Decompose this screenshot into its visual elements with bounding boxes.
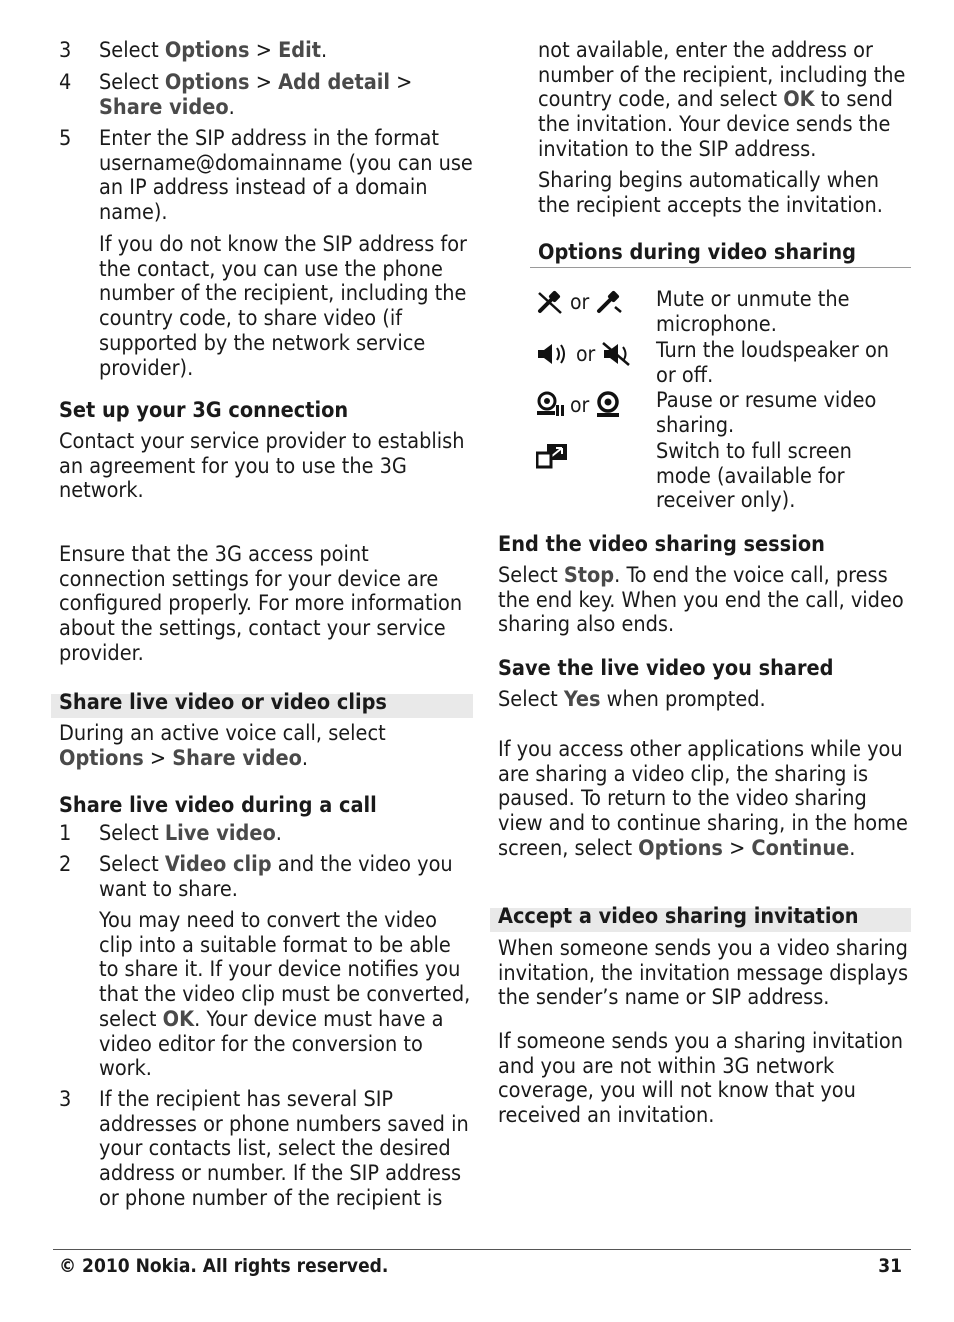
or-word: or: [576, 341, 596, 366]
step-4-top: [59, 71, 473, 123]
ui-command-add-detail: Add detail: [278, 70, 390, 95]
copyright-text: © 2010 Nokia. All rights reserved.: [59, 1255, 389, 1277]
step-3-top: [59, 39, 473, 65]
section-heading-bar: [490, 904, 911, 932]
ui-command-options: Options: [638, 835, 723, 861]
ui-command-ok: OK: [162, 1006, 195, 1032]
step-3: [59, 1088, 473, 1218]
step-note: You may need to convert the video clip into a suitable format to be able to share it. If your device notifies you that the video clip must be converted, select OK. Your device must have a video editor for the conversion to work.: [99, 908, 471, 1082]
step-text: If the recipient has several SIP addresses or phone numbers saved in your contacts list, select the desired address or number. If the SIP address or phone number of the recipient is: [99, 1087, 469, 1211]
step-number: 3: [59, 38, 72, 63]
step-number: 5: [59, 126, 72, 151]
option-description: Turn the loudspeaker on or off.: [656, 338, 890, 388]
step-text: Select Options > Edit.: [99, 38, 328, 63]
step-1: [59, 822, 473, 848]
section-heading-bar: [51, 690, 473, 718]
step-number: 2: [59, 852, 72, 877]
footer-rule: [53, 1249, 911, 1250]
setup-paragraph-1: Contact your service provider to establish an agreement for you to use the 3G network.: [59, 429, 465, 504]
options-row-mute: [498, 288, 911, 340]
option-description: Mute or unmute the microphone.: [656, 287, 850, 337]
option-description: Switch to full screen mode (available for receiver only).: [656, 439, 852, 514]
resume-video-icon: [595, 391, 621, 419]
ui-command-video-clip: Video clip: [164, 852, 272, 877]
share-intro-paragraph: During an active voice call, select Options > Share video.: [59, 721, 386, 771]
share-section-heading: Share live video or video clips: [59, 690, 387, 715]
mic-mute-icon: [536, 289, 564, 315]
auto-start-paragraph: Sharing begins automatically when the recipient accepts the invitation.: [538, 168, 883, 218]
setup-heading: Set up your 3G connection: [59, 398, 349, 423]
ui-command-ok: OK: [783, 87, 815, 113]
step-number: 4: [59, 70, 72, 95]
step-note: If you do not know the SIP address for the contact, you can use the phone number of the recipient, including the country code, to share video (if supported by the network service provider).: [99, 232, 467, 381]
options-heading: Options during video sharing: [538, 240, 856, 265]
ui-command-live-video: Live video: [164, 821, 276, 846]
pause-video-icon: [536, 391, 564, 419]
ui-command-options: Options: [164, 38, 250, 63]
heading-rule: [530, 267, 911, 268]
step-text: Enter the SIP address in the format username@domainname (you can use an IP address instead of a domain name).: [99, 126, 473, 226]
page-number: 31: [878, 1255, 902, 1277]
speaker-off-icon: [601, 341, 631, 367]
setup-paragraph-2: Ensure that the 3G access point connection settings for your device are configured properly. For more information about the settings, contact your service provider.: [59, 542, 463, 666]
or-word: or: [570, 289, 590, 314]
other-apps-paragraph: If you access other applications while you are sharing a video clip, the sharing is paused. To return to the video sharing view and to continue sharing, in the home screen, select Options > Continue.: [498, 737, 908, 861]
fullscreen-icon: [536, 443, 568, 469]
accept-section-heading: Accept a video sharing invitation: [498, 904, 859, 929]
options-row-loudspeaker: [498, 339, 911, 391]
ui-command-stop: Stop: [563, 563, 615, 588]
ui-command-options: Options: [59, 745, 144, 771]
step-number: 3: [59, 1087, 72, 1112]
end-session-paragraph: Select Stop. To end the voice call, press the end key. When you end the call, video sharing also ends.: [498, 563, 904, 638]
ui-command-yes: Yes: [563, 687, 601, 712]
end-session-heading: End the video sharing session: [498, 532, 825, 557]
ui-command-continue: Continue: [751, 835, 850, 861]
step-number: 1: [59, 821, 72, 846]
accept-paragraph-1: When someone sends you a video sharing invitation, the invitation message displays the sender’s name or SIP address.: [498, 936, 909, 1011]
step-5-top: [59, 127, 473, 387]
speaker-on-icon: [536, 341, 570, 367]
option-description: Pause or resume video sharing.: [656, 388, 877, 438]
step-text: Select Options > Add detail > Share video.: [99, 70, 413, 120]
accept-paragraph-2: If someone sends you a sharing invitation and you are not within 3G network coverage, you will not know that you received an invitation.: [498, 1029, 903, 1129]
continued-paragraph: not available, enter the address or number of the recipient, including the country code, and select OK to send the invitation. Your device sends the invitation to the SIP address.: [538, 38, 906, 162]
mic-unmute-icon: [595, 289, 623, 315]
ui-command-edit: Edit: [278, 38, 322, 63]
save-video-paragraph: Select Yes when prompted.: [498, 687, 766, 712]
step-text: Select Video clip and the video you want to share.: [99, 852, 453, 902]
page-footer: [59, 1254, 902, 1279]
or-word: or: [570, 392, 590, 417]
ui-command-share-video: Share video: [99, 94, 229, 120]
ui-command-options: Options: [164, 70, 250, 95]
step-2: [59, 853, 473, 1085]
save-video-heading: Save the live video you shared: [498, 656, 834, 681]
options-row-pause: [498, 389, 911, 441]
ui-command-share-video: Share video: [172, 745, 302, 771]
step-text: Select Live video.: [99, 821, 282, 846]
during-call-heading: Share live video during a call: [59, 793, 377, 818]
options-row-fullscreen: [498, 440, 911, 516]
